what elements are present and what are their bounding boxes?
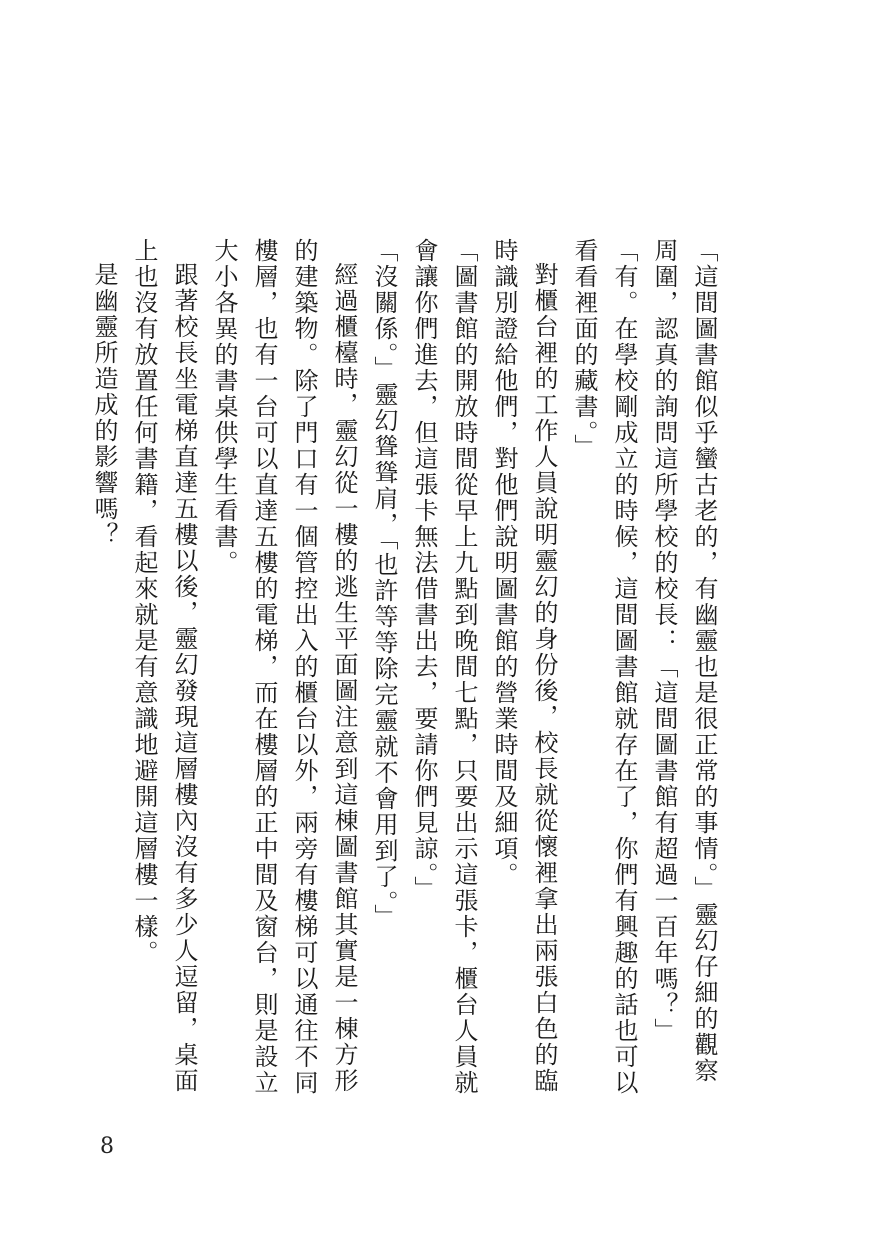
- page-number: 8: [100, 1134, 114, 1159]
- paragraph: 經過櫃檯時，靈幻從一樓的逃生平面圖注意到這棟圖書館其實是一棟方形的建築物。除了門口有一個管控出入的櫃台以外，兩旁有樓梯可以通往不同樓層，也有一台可以直達五樓的電梯，而在樓層的正中間及窗台，則是設立大小各異的書桌供學生看書。: [210, 238, 358, 1096]
- paragraph: 跟著校長坐電梯直達五樓以後，靈幻發現這層樓內沒有多少人逗留，桌面上也沒有放置任何書籍，看起來就是有意識地避開這層樓一樣。: [130, 238, 198, 1094]
- paragraph: 「這間圖書館似乎蠻古老的，有幽靈也是很正常的事情。」靈幻仔細的觀察周圍，認真的詢問這所學校的校長：「這間圖書館有超過一百年嗎？」: [650, 238, 718, 1084]
- body-text: [90, 238, 724, 1098]
- paragraph: 「有。在學校剛成立的時候，這間圖書館就存在了，你們有興趣的話也可以看看裡面的藏書。」: [570, 238, 638, 1096]
- paragraph: 對櫃台裡的工作人員說明靈幻的身份後，校長就從懷裡拿出兩張白色的臨時識別證給他們，對他們說明圖書館的營業時間及細項。: [490, 238, 558, 1094]
- paragraph: 「圖書館的開放時間從早上九點到晚間七點，只要出示這張卡，櫃台人員就會讓你們進去，但這張卡無法借書出去，要請你們見諒。」: [410, 238, 478, 1096]
- paragraph: 「沒關係。」靈幻聳聳肩，「也許等等除完靈就不會用到了。」: [370, 238, 398, 930]
- paragraph: 是幽靈所造成的影響嗎？: [90, 262, 118, 548]
